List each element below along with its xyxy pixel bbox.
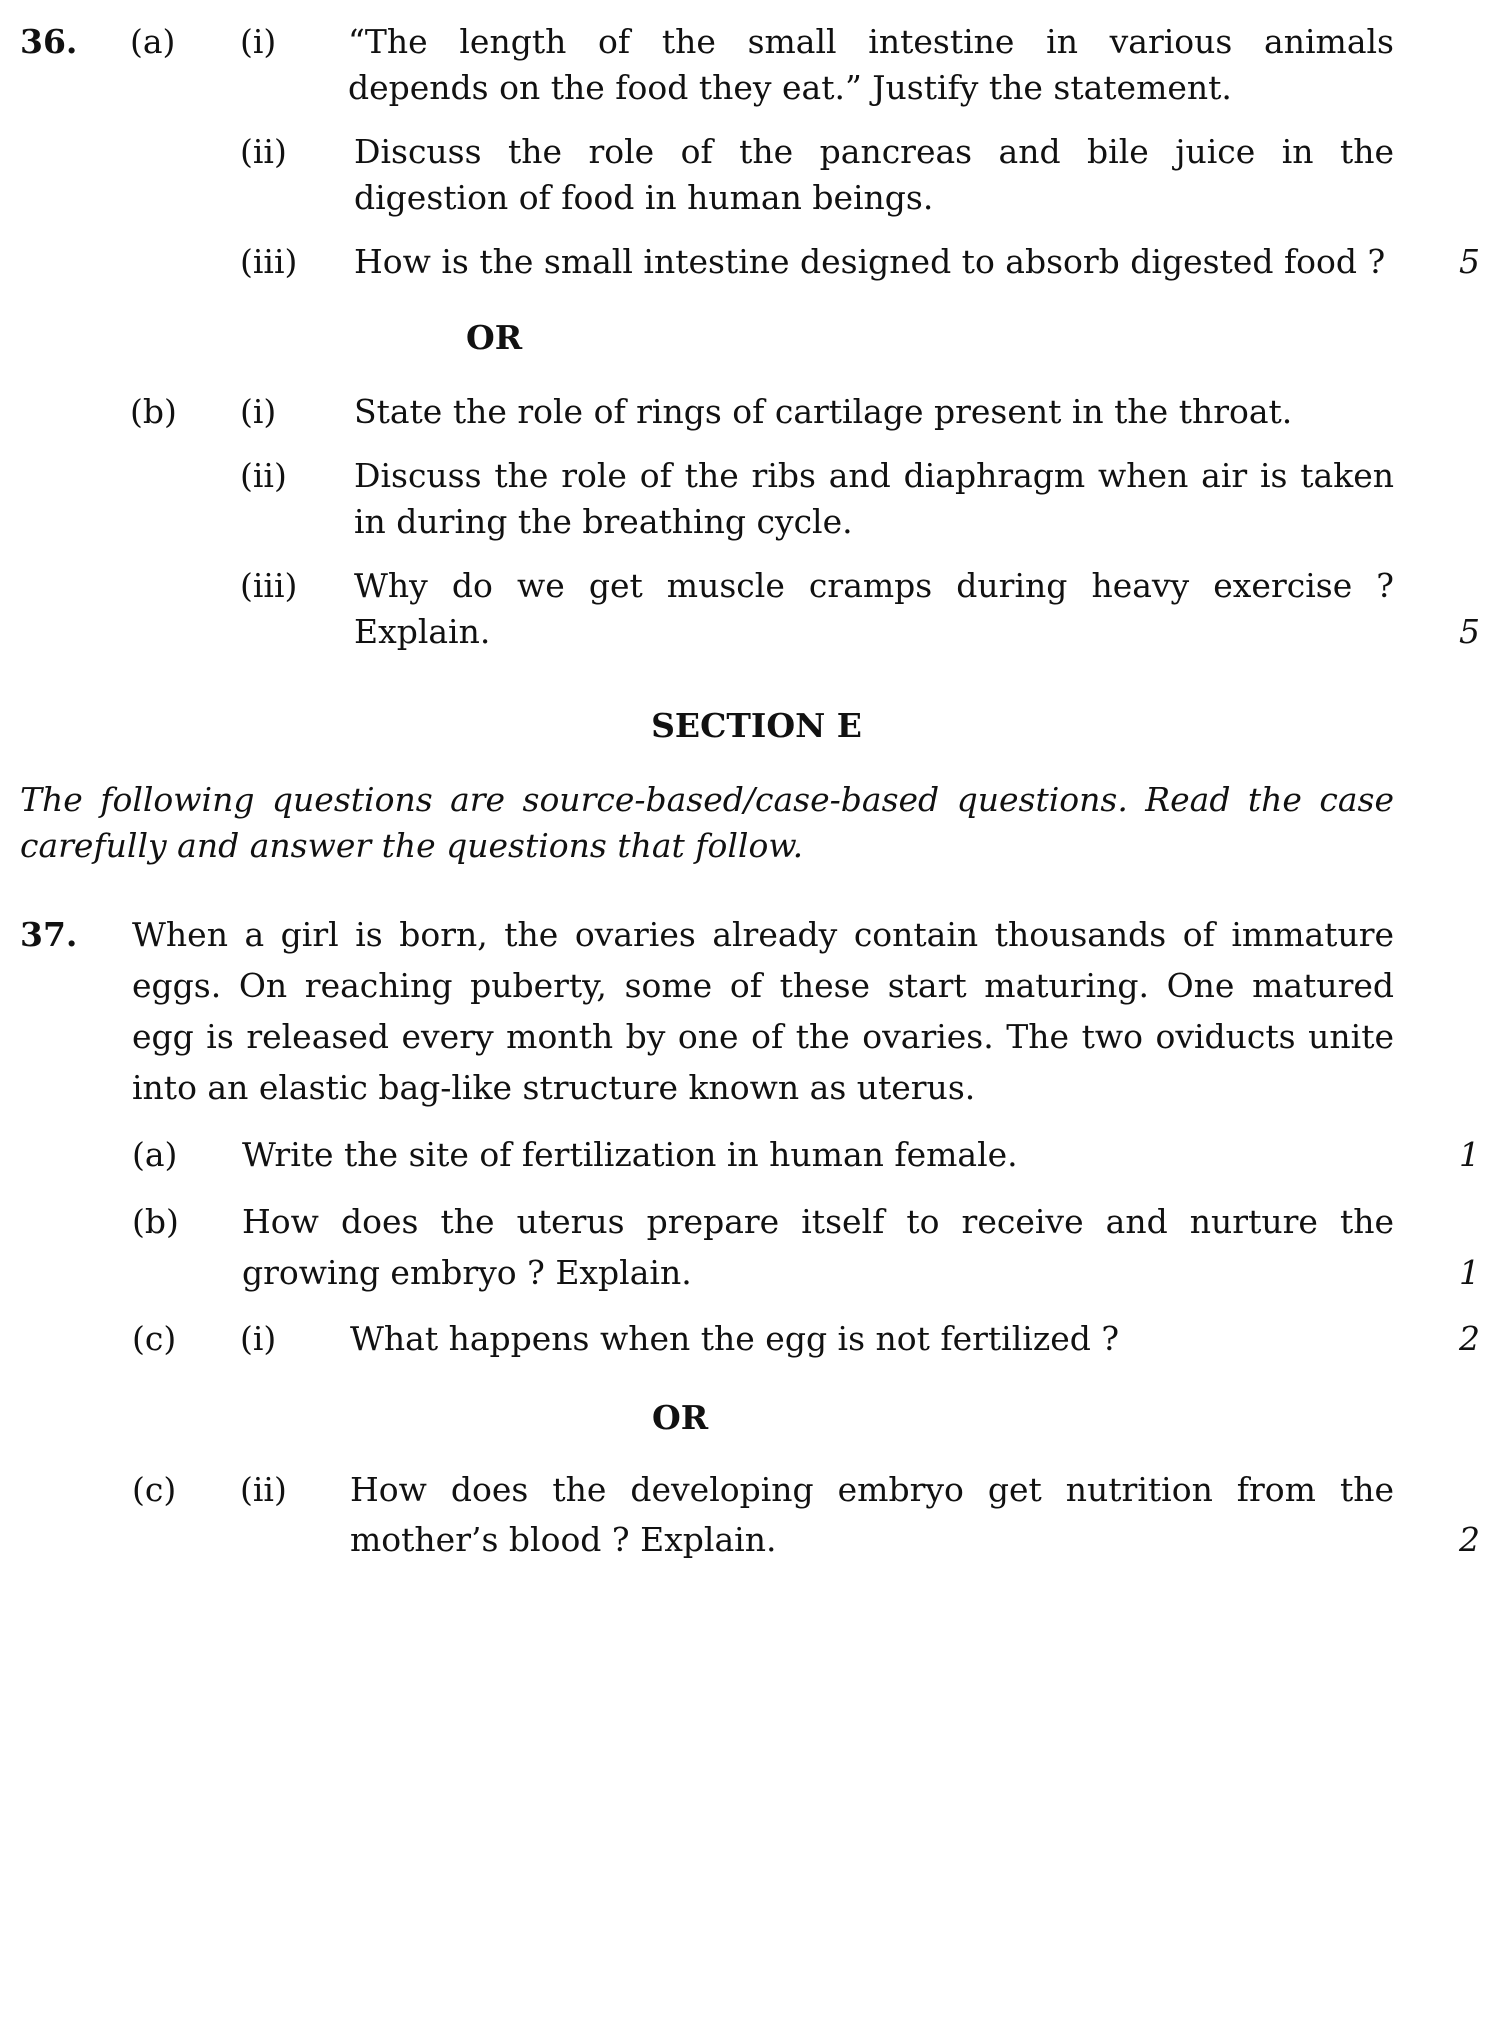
passage-line: egg is released every month by one of the ovaries. The two oviducts unite (132, 1017, 1394, 1056)
subpart-label: (ii) (240, 456, 287, 495)
marks: 1 (1459, 1253, 1480, 1292)
question-text-line: Why do we get muscle cramps during heavy exercise ? (354, 566, 1394, 605)
part-label: (b) (130, 392, 177, 431)
part-label: (b) (132, 1202, 179, 1241)
question-text-line: in during the breathing cycle. (354, 502, 853, 541)
section-instructions-line: carefully and answer the questions that follow. (20, 826, 804, 865)
part-label: (c) (132, 1319, 177, 1358)
question-number: 37. (20, 915, 78, 954)
question-text-line: State the role of rings of cartilage present in the throat. (354, 392, 1293, 431)
or-separator: OR (652, 1398, 709, 1437)
part-label: (c) (132, 1470, 177, 1509)
marks: 2 (1459, 1520, 1480, 1559)
passage-line: eggs. On reaching puberty, some of these start maturing. One matured (132, 966, 1394, 1005)
question-text-line: mother’s blood ? Explain. (350, 1520, 777, 1559)
or-separator: OR (466, 318, 523, 357)
marks: 1 (1459, 1135, 1480, 1174)
question-text-line: digestion of food in human beings. (354, 178, 934, 217)
subpart-label: (iii) (240, 566, 298, 605)
question-text-line: Discuss the role of the pancreas and bile juice in the (354, 132, 1394, 171)
question-number: 36. (20, 22, 78, 61)
question-text-line: How does the uterus prepare itself to receive and nurture the (242, 1202, 1394, 1241)
marks: 2 (1459, 1319, 1480, 1358)
question-text-line: How does the developing embryo get nutrition from the (350, 1470, 1394, 1509)
question-text-line: Explain. (354, 612, 491, 651)
subpart-label: (i) (240, 392, 277, 431)
marks: 5 (1459, 242, 1480, 281)
question-text-line: Write the site of fertilization in human female. (242, 1135, 1018, 1174)
part-label: (a) (132, 1135, 178, 1174)
question-text-line: Discuss the role of the ribs and diaphragm when air is taken (354, 456, 1394, 495)
question-text-line: How is the small intestine designed to absorb digested food ? (354, 242, 1386, 281)
marks: 5 (1459, 612, 1480, 651)
subpart-label: (i) (240, 22, 277, 61)
section-instructions-line: The following questions are source-based/case-based questions. Read the case (20, 780, 1394, 819)
subpart-label: (ii) (240, 132, 287, 171)
part-label: (a) (130, 22, 176, 61)
passage-line: into an elastic bag-like structure known as uterus. (132, 1068, 976, 1107)
question-text-line: “The length of the small intestine in various animals (348, 22, 1394, 61)
section-title: SECTION E (651, 706, 862, 745)
question-text-line: What happens when the egg is not fertilized ? (350, 1319, 1120, 1358)
question-text-line: depends on the food they eat.” Justify the statement. (348, 68, 1232, 107)
subpart-label: (iii) (240, 242, 298, 281)
subpart-label: (i) (240, 1319, 277, 1358)
subpart-label: (ii) (240, 1470, 287, 1509)
question-text-line: growing embryo ? Explain. (242, 1253, 692, 1292)
passage-line: When a girl is born, the ovaries already contain thousands of immature (132, 915, 1394, 954)
